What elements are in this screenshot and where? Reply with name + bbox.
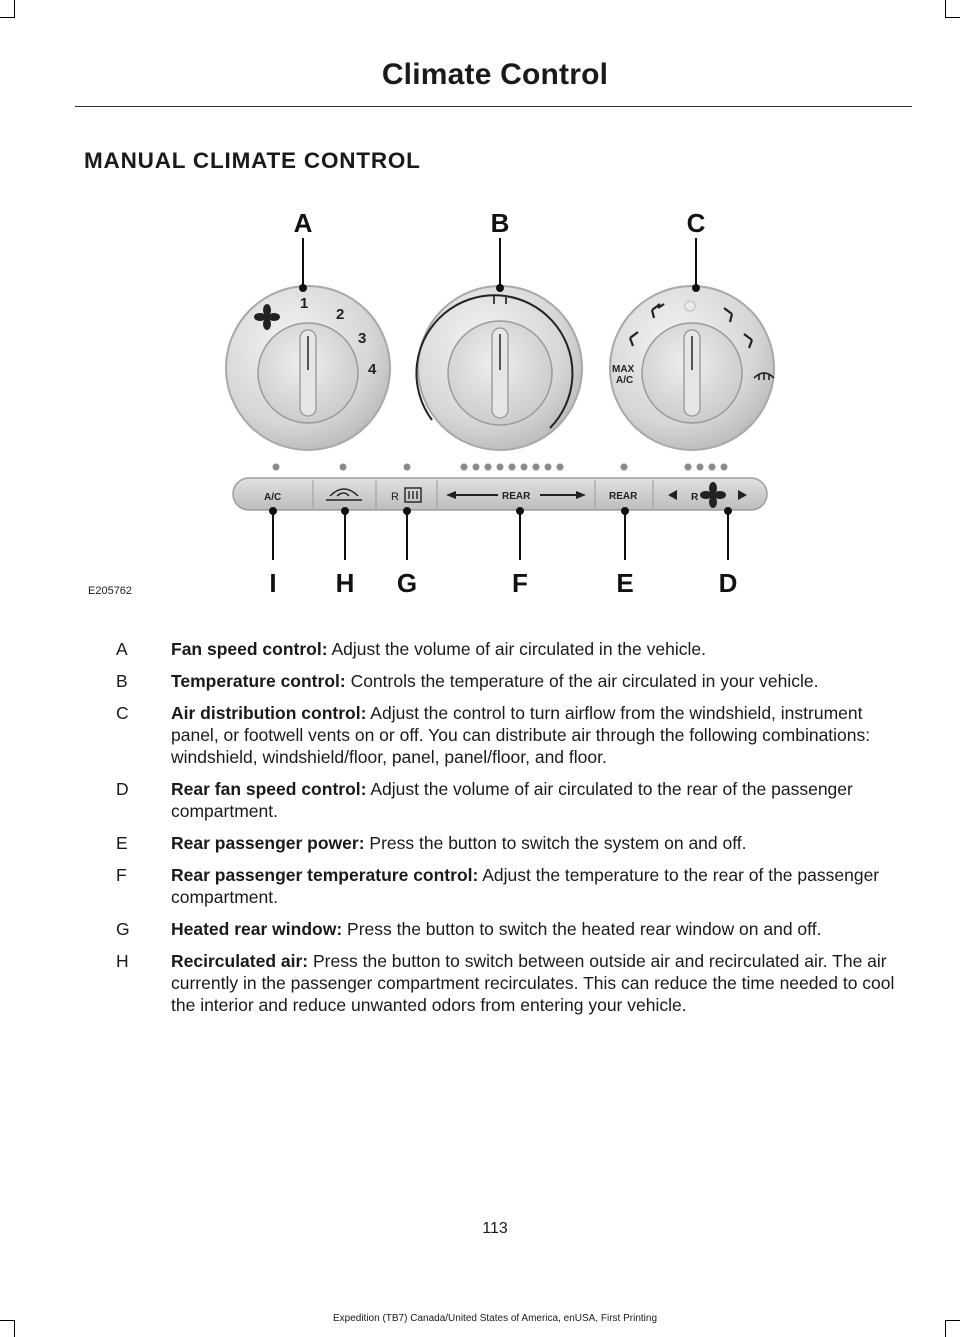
item-description	[171, 832, 906, 854]
item-letter: B	[116, 671, 128, 691]
list-item	[0, 832, 960, 854]
item-term: Air distribution control:	[171, 703, 367, 723]
item-letter: G	[116, 919, 130, 939]
item-body: Adjust the volume of air circulated to the rear of the passenger compartment.	[171, 779, 853, 821]
heated-rear-window-r-label: R	[391, 491, 399, 503]
max-ac-label-line1: MAX	[612, 364, 635, 375]
item-body: Press the button to switch the system on and off.	[364, 833, 747, 853]
list-item	[0, 670, 960, 692]
page-number: 113	[482, 1220, 508, 1237]
item-term: Heated rear window:	[171, 919, 343, 939]
item-description	[171, 950, 906, 1016]
ac-button-label: A/C	[264, 492, 282, 503]
callout-c: C	[686, 208, 706, 238]
item-body: Adjust the control to turn airflow from the windshield, instrument panel, or footwell vents on or off. You can distribute air through the following combinations: windshield, windshield/floor, panel, panel/floor, and floor.	[171, 703, 871, 767]
item-list	[0, 638, 960, 1026]
item-description	[171, 778, 906, 822]
callout-f: F	[512, 568, 528, 598]
crop-mark	[14, 0, 15, 18]
temperature-knob	[416, 286, 582, 450]
fan-speed-1: 1	[300, 295, 309, 312]
item-body: Adjust the volume of air circulated in the vehicle.	[327, 639, 706, 659]
item-letter: H	[116, 951, 129, 971]
item-description	[171, 638, 906, 660]
item-body: Controls the temperature of the air circulated in your vehicle.	[345, 671, 819, 691]
rear-power-label: REAR	[609, 491, 638, 502]
header-divider	[75, 106, 912, 107]
list-item	[0, 778, 960, 822]
fan-speed-2: 2	[336, 306, 345, 323]
item-description	[171, 670, 906, 692]
item-term: Recirculated air:	[171, 951, 309, 971]
callout-d: D	[718, 568, 738, 598]
air-distribution-knob	[610, 286, 774, 450]
list-item	[0, 918, 960, 940]
page-footer: Expedition (TB7) Canada/United States of America, enUSA, First Printing	[332, 1313, 658, 1324]
item-body: Press the button to switch between outside air and recirculated air. The air currently in the passenger compartment recirculates. This can reduce the time needed to cool the interior and reduce unwanted odors from entering your vehicle.	[171, 951, 895, 1015]
rear-fan-r-label: R	[691, 492, 699, 503]
callout-e: E	[616, 568, 634, 598]
item-body: Press the button to switch the heated rear window on and off.	[342, 919, 822, 939]
list-item	[0, 702, 960, 768]
figure-id: E205762	[88, 585, 133, 597]
crop-mark	[945, 17, 960, 18]
fan-speed-3: 3	[358, 330, 367, 347]
item-letter: F	[116, 865, 127, 885]
callout-lines-top	[299, 238, 700, 292]
callout-h: H	[335, 568, 355, 598]
climate-control-diagram	[140, 190, 900, 610]
item-term: Fan speed control:	[171, 639, 328, 659]
callout-g: G	[396, 568, 418, 598]
item-term: Temperature control:	[171, 671, 346, 691]
fan-speed-knob	[226, 286, 390, 450]
item-letter: D	[116, 779, 129, 799]
crop-mark	[945, 0, 946, 18]
rear-temp-label: REAR	[502, 491, 531, 502]
section-title: MANUAL CLIMATE CONTROL	[84, 148, 421, 173]
page-header-title: Climate Control	[381, 58, 609, 91]
item-term: Rear passenger temperature control:	[171, 865, 479, 885]
item-term: Rear passenger power:	[171, 833, 365, 853]
item-letter: C	[116, 703, 129, 723]
callout-lines-bottom	[269, 507, 732, 560]
list-item	[0, 638, 960, 660]
rear-control-strip	[233, 478, 767, 510]
list-item	[0, 950, 960, 1016]
item-description	[171, 702, 906, 768]
item-term: Rear fan speed control:	[171, 779, 367, 799]
item-description	[171, 918, 906, 940]
callout-b: B	[490, 208, 510, 238]
callout-i: I	[269, 568, 277, 598]
max-ac-label-line2: A/C	[616, 375, 634, 386]
crop-mark	[0, 17, 15, 18]
item-letter: A	[116, 639, 128, 659]
fan-speed-4: 4	[368, 361, 377, 378]
item-description	[171, 864, 906, 908]
item-letter: E	[116, 833, 128, 853]
list-item	[0, 864, 960, 908]
indicator-dots	[273, 464, 728, 471]
item-body: Adjust the temperature to the rear of the passenger compartment.	[171, 865, 880, 907]
callout-a: A	[293, 208, 313, 238]
